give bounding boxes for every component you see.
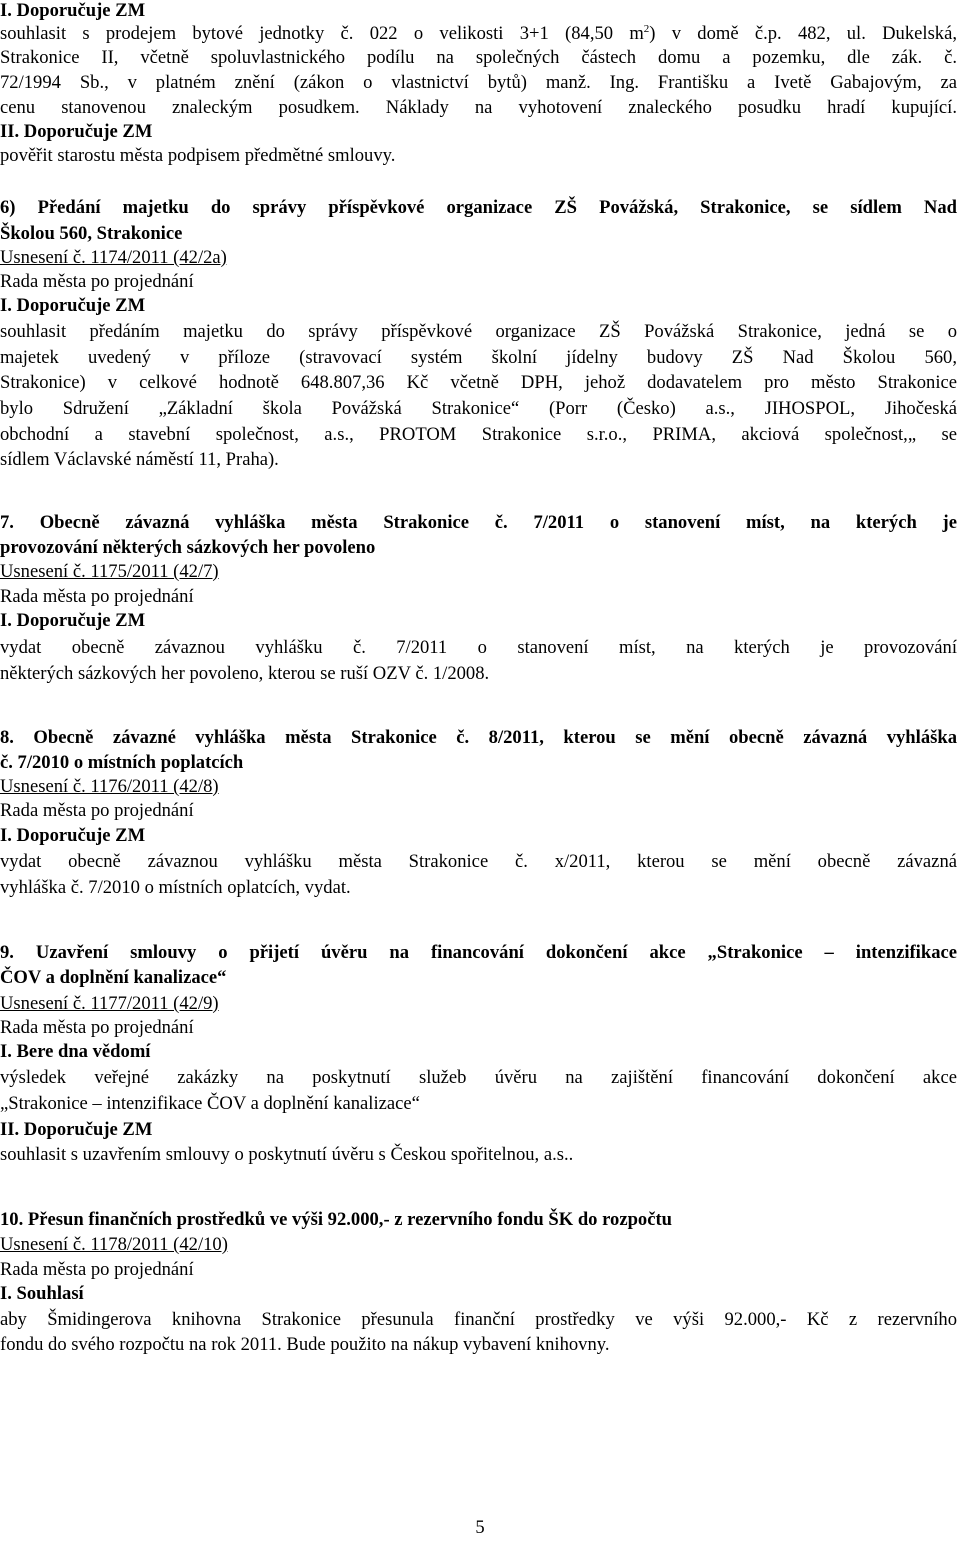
resolution-number: Usnesení č. 1177/2011 (42/9) [0, 993, 219, 1014]
item-heading: provozování některých sázkových her povoleno [0, 537, 376, 558]
resolution-number: Usnesení č. 1176/2011 (42/8) [0, 776, 219, 797]
item-heading: ČOV a doplnění kanalizace“ [0, 967, 227, 988]
body-text-part: ) v domě č.p. 482, ul. Dukelská, [649, 23, 957, 44]
body-text: souhlasit předáním majetku do správy příspěvkové organizace ZŠ Povážská Strakonice, jedná se o [0, 321, 957, 342]
item-heading: 8. Obecně závazné vyhláška města Strakonice č. 8/2011, kterou se mění obecně závazná vyhláška [0, 727, 957, 748]
body-text: Strakonice) v celkové hodnotě 648.807,36 Kč včetně DPH, jehož dodavatelem pro město Strakonice [0, 372, 957, 393]
body-text: majetek uvedený v příloze (stravovací systém školní jídelny budovy ZŠ Nad Školou 560, [0, 347, 957, 368]
recommend-heading: I. Doporučuje ZM [0, 825, 146, 846]
recommend-heading: II. Doporučuje ZM [0, 121, 153, 142]
body-text: sídlem Václavské náměstí 11, Praha). [0, 449, 279, 470]
note-heading: I. Bere dna vědomí [0, 1041, 151, 1062]
body-text: fondu do svého rozpočtu na rok 2011. Bude použito na nákup vybavení knihovny. [0, 1334, 610, 1355]
body-text: některých sázkových her povoleno, kterou se ruší OZV č. 1/2008. [0, 663, 490, 684]
council-line: Rada města po projednání [0, 1259, 194, 1280]
body-text: vydat obecně závaznou vyhlášku města Strakonice č. x/2011, kterou se mění obecně závazná [0, 851, 957, 872]
body-text: vydat obecně závaznou vyhlášku č. 7/2011 o stanovení míst, na kterých je provozování [0, 637, 957, 658]
body-text: aby Šmidingerova knihovna Strakonice přesunula finanční prostředky ve výši 92.000,- Kč z rezervního [0, 1309, 957, 1330]
resolution-number: Usnesení č. 1174/2011 (42/2a) [0, 247, 227, 268]
body-text: „Strakonice – intenzifikace ČOV a doplnění kanalizace“ [0, 1093, 420, 1114]
item-heading: 9. Uzavření smlouvy o přijetí úvěru na financování dokončení akce „Strakonice – intenzifikace [0, 942, 957, 963]
council-line: Rada města po projednání [0, 1017, 194, 1038]
body-text-part: souhlasit s prodejem bytové jednotky č. 022 o velikosti 3+1 (84,50 m [0, 23, 644, 44]
recommend-heading: I. Doporučuje ZM [0, 0, 146, 21]
item-heading: č. 7/2010 o místních poplatcích [0, 752, 244, 773]
recommend-heading: I. Doporučuje ZM [0, 295, 146, 316]
body-text: bylo Sdružení „Základní škola Povážská Strakonice“ (Porr (Česko) a.s., JIHOSPOL, Jihočeská [0, 398, 957, 419]
body-text: cenu stanovenou znaleckým posudkem. Náklady na vyhotovení znaleckého posudku hradí kupující. [0, 97, 957, 118]
body-text: vyhláška č. 7/2010 o místních oplatcích, vydat. [0, 877, 351, 898]
body-text [0, 20, 957, 47]
body-text: 72/1994 Sb., v platném znění (zákon o vlastnictví bytů) manž. Ing. Františku a Ivetě Gabajovým, za [0, 72, 957, 93]
agree-heading: I. Souhlasí [0, 1283, 84, 1304]
page-number: 5 [475, 1517, 485, 1538]
recommend-heading: II. Doporučuje ZM [0, 1119, 153, 1140]
recommend-heading: I. Doporučuje ZM [0, 610, 146, 631]
body-text: výsledek veřejné zakázky na poskytnutí služeb úvěru na zajištění financování dokončení akce [0, 1067, 957, 1088]
body-text: Strakonice II, včetně spoluvlastnického podílu na společných částech domu a pozemku, dle zák. č. [0, 47, 957, 68]
body-text: obchodní a stavební společnost, a.s., PROTOM Strakonice s.r.o., PRIMA, akciová společnost,„ se [0, 424, 957, 445]
council-line: Rada města po projednání [0, 800, 194, 821]
resolution-number: Usnesení č. 1175/2011 (42/7) [0, 561, 219, 582]
item-heading: Školou 560, Strakonice [0, 223, 183, 244]
resolution-number: Usnesení č. 1178/2011 (42/10) [0, 1234, 228, 1255]
item-heading: 10. Přesun finančních prostředků ve výši 92.000,- z rezervního fondu ŠK do rozpočtu [0, 1209, 672, 1230]
council-line: Rada města po projednání [0, 586, 194, 607]
council-line: Rada města po projednání [0, 271, 194, 292]
superscript: 2 [643, 23, 650, 35]
item-heading: 6) Předání majetku do správy příspěvkové organizace ZŠ Povážská, Strakonice, se sídlem Nad [0, 197, 957, 218]
body-text: pověřit starostu města podpisem předmětné smlouvy. [0, 145, 396, 166]
item-heading: 7. Obecně závazná vyhláška města Strakonice č. 7/2011 o stanovení míst, na kterých je [0, 512, 957, 533]
body-text: souhlasit s uzavřením smlouvy o poskytnutí úvěru s Českou spořitelnou, a.s.. [0, 1144, 574, 1165]
